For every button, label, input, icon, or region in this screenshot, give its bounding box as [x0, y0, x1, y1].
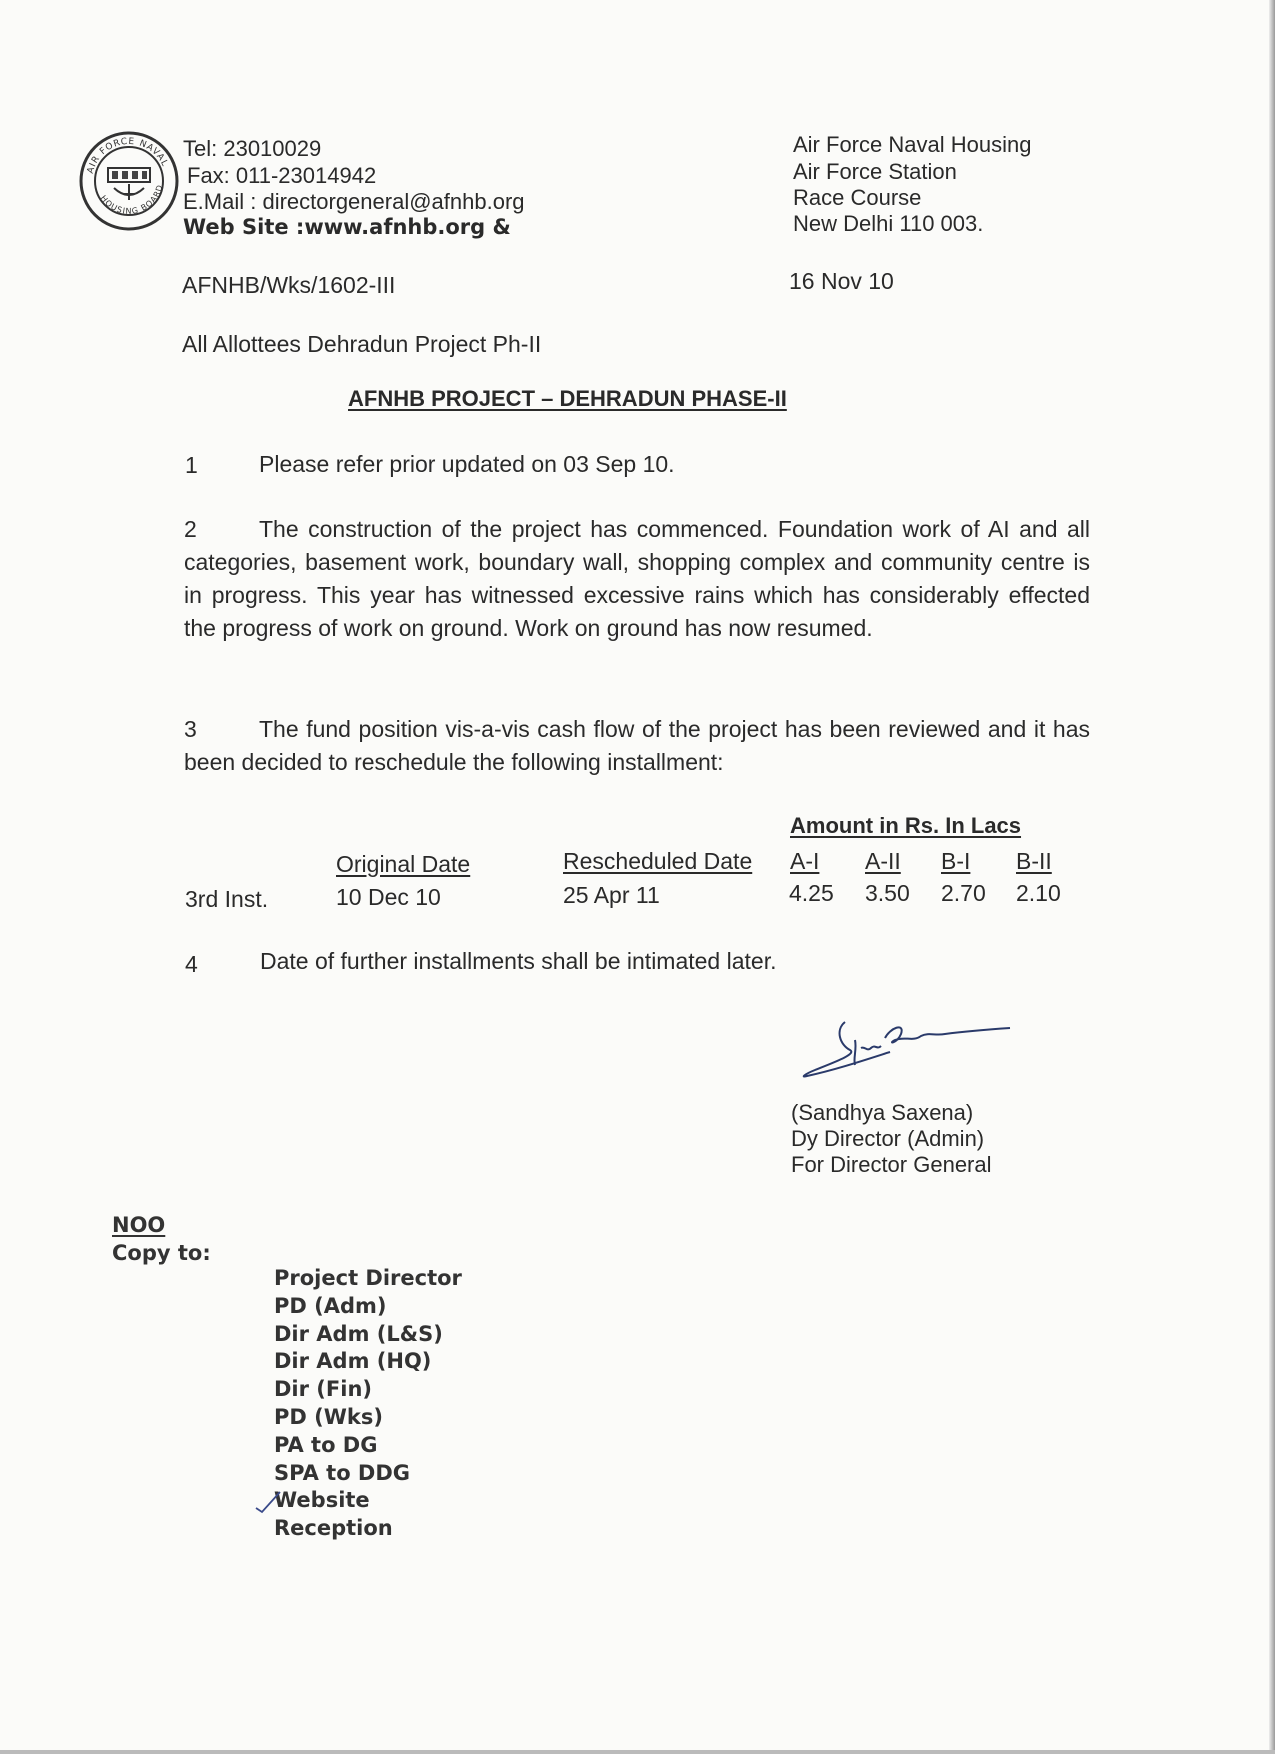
tick-mark-icon [254, 1488, 284, 1518]
paragraph-2-number: 2 [184, 516, 197, 542]
copy-item-website: Website [274, 1488, 370, 1513]
row-a1: 4.25 [789, 880, 834, 906]
row-b2: 2.10 [1016, 880, 1061, 906]
paragraph-3-text: The fund position vis-a-vis cash flow of the project has been reviewed and it has been decided to reschedule the following installment: [184, 716, 1090, 775]
col-original-date: Original Date [336, 851, 471, 877]
afnhb-logo [78, 130, 180, 232]
row-a2: 3.50 [865, 880, 910, 906]
paragraph-4-number: 4 [185, 951, 198, 977]
col-b2: B-II [1016, 848, 1052, 874]
paragraph-3-number: 3 [184, 716, 197, 742]
addressee: All Allottees Dehradun Project Ph-II [182, 331, 542, 357]
copy-item-pd-adm: PD (Adm) [274, 1293, 387, 1318]
copy-item-spa-to-ddg: SPA to DDG [274, 1460, 411, 1485]
address-line-4: New Delhi 110 003. [793, 211, 984, 236]
copy-item-dir-adm-ls: Dir Adm (L&S) [274, 1321, 443, 1346]
signatory-for: For Director General [791, 1152, 992, 1177]
letter-date: 16 Nov 10 [789, 268, 894, 294]
address-line-1: Air Force Naval Housing [793, 132, 1032, 157]
col-b1: B-I [941, 848, 971, 874]
address-line-2: Air Force Station [793, 159, 957, 184]
paragraph-1-number: 1 [185, 452, 198, 478]
row-label: 3rd Inst. [185, 886, 269, 912]
page-bottom-edge [0, 1750, 1275, 1754]
page-edge-shadow [1269, 0, 1275, 1754]
paragraph-2-text: The construction of the project has commenced. Foundation work of AI and all categories, basement work, boundary wall, shopping complex and community centre is in progress. This year has witnessed excessive rains which has considerably effected the progress of work on ground. Work on ground has now resumed. [184, 516, 1090, 641]
svg-text:AIR FORCE NAVAL: AIR FORCE NAVAL [85, 136, 170, 175]
address-line-3: Race Course [793, 185, 922, 210]
col-a1: A-I [790, 848, 820, 874]
contact-fax: Fax: 011-23014942 [187, 163, 377, 188]
row-rescheduled-date: 25 Apr 11 [563, 882, 660, 908]
paragraph-3 [184, 713, 1090, 779]
subject-heading: AFNHB PROJECT – DEHRADUN PHASE-II [348, 386, 787, 411]
paragraph-1-text: Please refer prior updated on 03 Sep 10. [259, 451, 675, 477]
copy-item-dir-adm-hq: Dir Adm (HQ) [274, 1349, 432, 1374]
contact-website: Web Site :www.afnhb.org & [183, 215, 511, 239]
signatory-title: Dy Director (Admin) [791, 1126, 985, 1151]
paragraph-4-text: Date of further installments shall be intimated later. [260, 948, 777, 974]
svg-text:HOUSING BOARD: HOUSING BOARD [98, 183, 165, 216]
reference-number: AFNHB/Wks/1602-III [182, 272, 396, 298]
noo-label: NOO [112, 1213, 166, 1237]
copy-item-project-director: Project Director [274, 1266, 462, 1290]
row-original-date: 10 Dec 10 [336, 884, 441, 910]
row-b1: 2.70 [941, 880, 986, 906]
col-rescheduled-date: Rescheduled Date [563, 848, 753, 874]
copy-to-label: Copy to: [112, 1241, 211, 1265]
copy-item-dir-fin: Dir (Fin) [274, 1377, 372, 1402]
paragraph-2 [184, 513, 1090, 645]
copy-item-pd-wks: PD (Wks) [274, 1404, 383, 1429]
copy-item-reception: Reception [274, 1516, 393, 1541]
signatory-name: (Sandhya Saxena) [791, 1100, 974, 1125]
signature [795, 1010, 1025, 1085]
copy-item-pa-to-dg: PA to DG [274, 1432, 378, 1457]
contact-tel: Tel: 23010029 [183, 136, 322, 161]
copy-to-list [274, 1265, 462, 1543]
col-a2: A-II [865, 848, 901, 874]
amount-header: Amount in Rs. In Lacs [790, 813, 1022, 838]
contact-email: E.Mail : directorgeneral@afnhb.org [183, 189, 525, 214]
